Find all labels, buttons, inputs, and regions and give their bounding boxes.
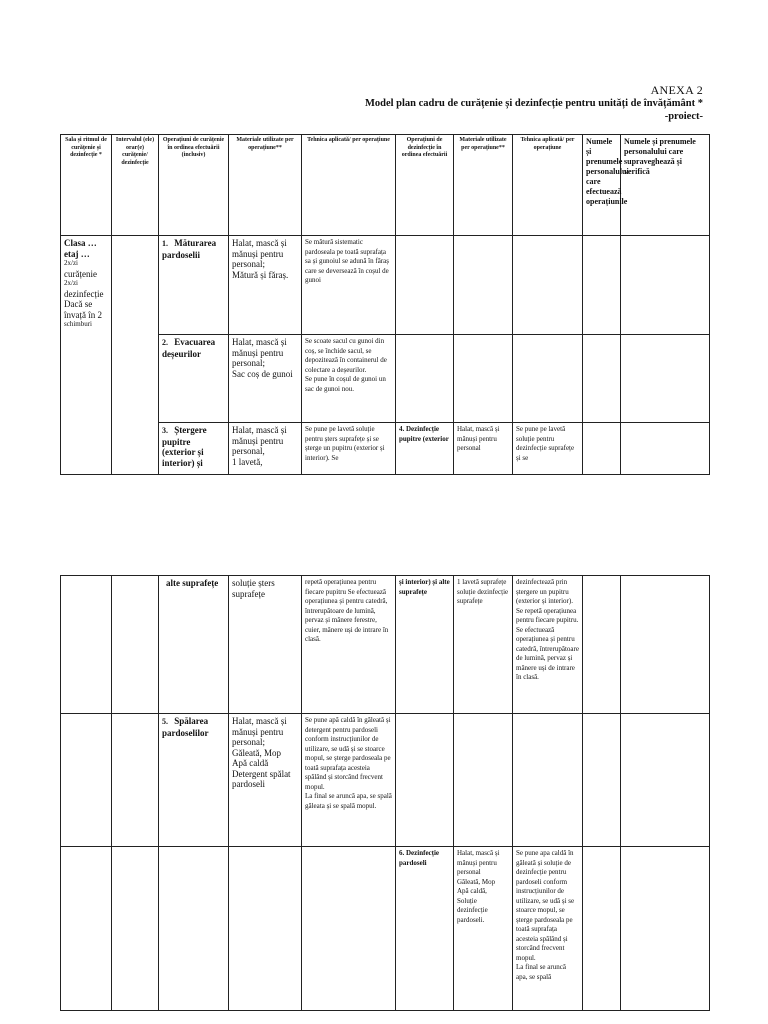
table-row [61,847,710,1011]
table-row [61,236,710,335]
operation-number: 1. [162,239,168,248]
operation-number: 2. [162,338,168,347]
empty-cell [621,236,710,335]
col-header-disinfection-materials: Materiale utilizate per operațiune** [454,135,513,236]
empty-cell [112,714,159,847]
empty-cell [513,714,583,847]
operation-name: Măturarea pardoselii [162,238,217,260]
interval-cell [112,236,159,475]
operation-number: 5. [162,717,168,726]
disinfection-operation-cell [396,423,454,475]
disinfection-operation-cell: și interior) și alte suprafețe [396,576,454,714]
shift-note-2: schimburi [64,320,92,328]
empty-cell [583,714,621,847]
technique-cell: repetă operațiunea pentru fiecare pupitru Se efectuează operațiunea și pentru catedră, întrerupătoare de lumină, pervaz și mânere ferestre, cuier, mânere uși de intrare în clasă. [302,576,396,714]
document-subtitle: -proiect- [664,111,703,122]
technique-cell [302,847,396,1011]
disinfection-technique-cell: Se pune apa caldă în găleată și soluție de dezinfecție pentru pardoseli conform instrucțiunilor de utilizare, se udă și se stoarce mopul, se șterge pardoseala pe toată suprafața acesteia spălând și storcând frecvent mopul. La final se aruncă apa, se spală [513,847,583,1011]
operation-name: alte suprafețe [166,578,219,588]
disinfection-technique-cell: Se pune pe lavetă soluție pentru dezinfecție suprafețe și se [513,423,583,475]
materials-cell: Halat, mască și mănuși pentru personal; Găleată, Mop Apă caldă Detergent spălat pardoseli [229,714,302,847]
empty-cell [454,714,513,847]
disinfection-frequency: 2x/zi [64,279,78,287]
col-header-interval: Intervalul (ele) orar(e) curățenie/ dezinfecție [112,135,159,236]
technique-cell: Se mătură sistematic pardoseala pe toată suprafața sa și gunoiul se adună în făraș care se deversează în coșul de gunoi [302,236,396,335]
table-header-row [61,135,710,236]
empty-cell [396,335,454,423]
materials-cell: soluție șters suprafețe [229,576,302,714]
col-header-cleaning-ops: Operațiuni de curățenie în ordinea efectuării (inclusiv) [159,135,229,236]
cleaning-label: curățenie [64,268,97,279]
empty-cell [583,236,621,335]
empty-cell [621,423,710,475]
empty-cell [513,335,583,423]
materials-cell: Halat, mască și mănuși pentru personal; Sac coș de gunoi [229,335,302,423]
empty-cell [621,847,710,1011]
empty-cell [583,335,621,423]
operation-cell [159,236,229,335]
col-header-supervisor: Numele și prenumele personalului care supraveghează și verifică [621,135,710,236]
operation-cell [159,423,229,475]
technique-cell: Se scoate sacul cu gunoi din coș, se închide sacul, se depozitează în containerul de colectare a deșeurilor. Se pune în coșul de gunoi un sac de gunoi nou. [302,335,396,423]
col-header-disinfection-ops: Operațiuni de dezinfecție în ordinea efectuării [396,135,454,236]
empty-cell [583,847,621,1011]
operation-name: Evacuarea deșeurilor [162,337,216,359]
col-header-technique: Tehnica aplicată/ per operațiune [302,135,396,236]
col-header-materials: Materiale utilizate per operațiune** [229,135,302,236]
document-title: Model plan cadru de curățenie și dezinfecție pentru unități de învățământ * [364,98,703,109]
materials-cell: Halat, mască și mănuși pentru personal, 1 lavetă, [229,423,302,475]
table-row [61,335,710,423]
empty-cell [513,236,583,335]
disinfection-number: 4. [399,425,405,433]
room-cell [61,236,112,475]
cleaning-frequency: 2x/zi [64,259,78,267]
disinfection-materials-cell: Halat, mască și mănuși pentru personal Găleată, Mop Apă caldă, Soluție dezinfecție pardoseli. [454,847,513,1011]
room-name: Clasa … [64,238,97,248]
operation-cell [159,335,229,423]
disinfection-number: 6. [399,849,405,857]
table-row [61,576,710,714]
operation-cell [159,576,229,714]
disinfection-label: dezinfecție [64,288,104,299]
empty-cell [454,236,513,335]
empty-cell [583,576,621,714]
materials-cell: Halat, mască și mănuși pentru personal; Mătură și făraș. [229,236,302,335]
table-row [61,714,710,847]
empty-cell [454,335,513,423]
empty-cell [583,423,621,475]
empty-cell [621,576,710,714]
empty-cell [396,714,454,847]
col-header-staff: Numele și prenumele personalului care efectuează operațiunile [583,135,621,236]
operation-number [162,850,166,859]
empty-cell [396,236,454,335]
operation-cell [159,847,229,1011]
empty-cell [112,847,159,1011]
materials-cell [229,847,302,1011]
cleaning-plan-table-page1 [60,134,710,475]
table-row [61,423,710,475]
disinfection-materials-cell: Halat, mască și mănuși pentru personal [454,423,513,475]
empty-cell [621,714,710,847]
disinfection-technique-cell: dezinfectează prin ștergere un pupitru (exterior și interior). Se repetă operațiunea pentru fiecare pupitru. Se efectuează operațiunea și pentru catedră, întrerupătoare de lumină, pervaz și mânere uși de intrare în clasă. [513,576,583,714]
operation-name: Spălarea pardoselilor [162,716,209,738]
operation-number: 3. [162,426,168,435]
technique-cell: Se pune pe lavetă soluție pentru șters suprafețe și se șterge un pupitru (exterior și interior). Se [302,423,396,475]
empty-cell [112,576,159,714]
col-header-disinfection-technique: Tehnica aplicată/ per operațiune [513,135,583,236]
empty-cell [61,847,112,1011]
col-header-room: Sala și ritmul de curățenie și dezinfecție * [61,135,112,236]
disinfection-operation-cell [396,847,454,1011]
empty-cell [621,335,710,423]
shift-note: Dacă se învață în 2 [64,299,102,320]
disinfection-name: Dezinfecție pupitre (exterior [399,425,449,443]
cleaning-plan-table-page2 [60,575,710,1011]
technique-cell: Se pune apă caldă în găleată și detergent pentru pardoseli conform instrucțiunilor de utilizare, se udă și se stoarce mopul, se șterge pardoseala pe toată suprafața acesteia spălând și storcând frecvent mopul. La final se aruncă apa, se spală găleata și se spală mopul. [302,714,396,847]
empty-cell [61,576,112,714]
disinfection-name: Dezinfecție pardoseli [399,849,440,867]
annex-label: ANEXA 2 [650,83,703,97]
operation-name: Ștergere pupitre (exterior și interior) și [162,425,207,468]
operation-cell [159,714,229,847]
room-floor: etaj … [64,248,90,259]
disinfection-materials-cell: 1 lavetă suprafețe soluție dezinfecție suprafețe [454,576,513,714]
empty-cell [61,714,112,847]
